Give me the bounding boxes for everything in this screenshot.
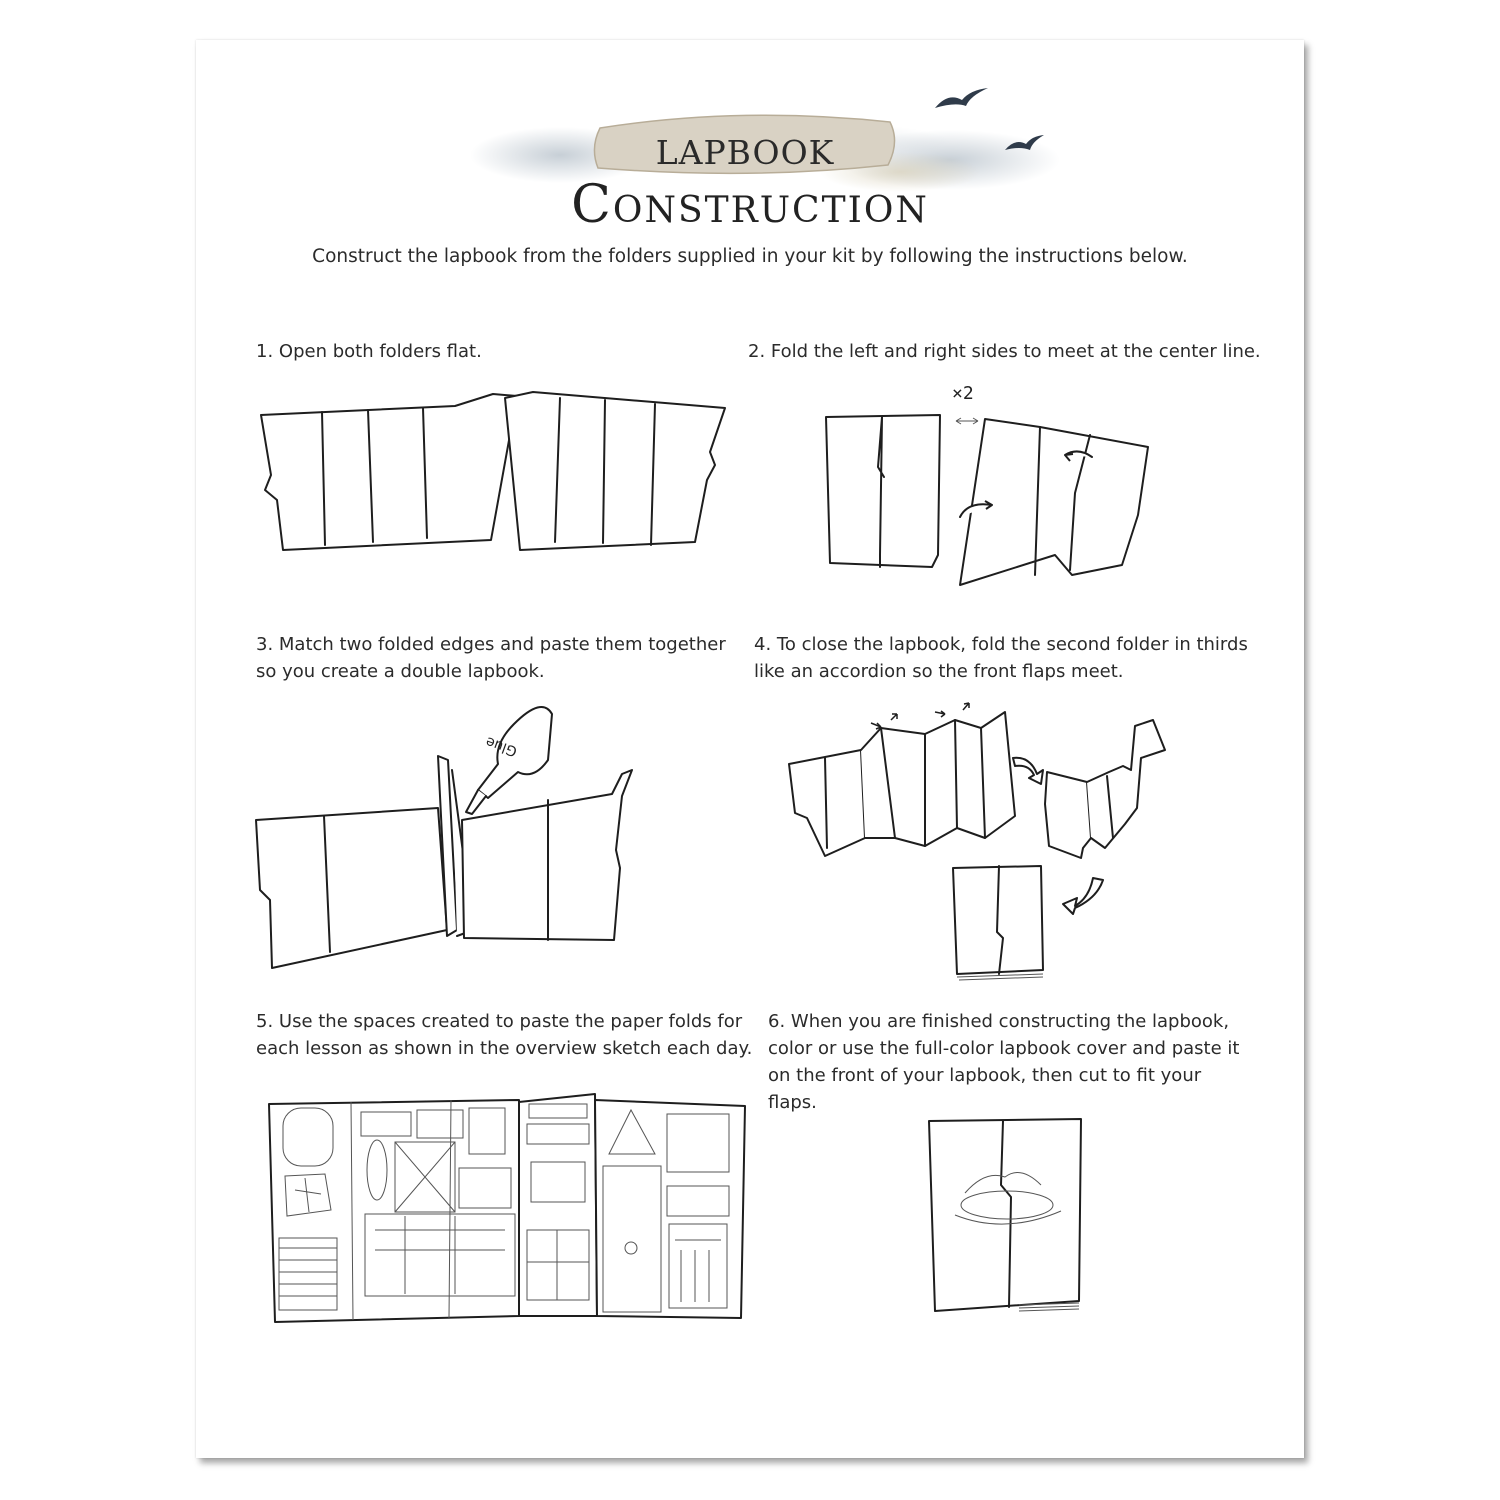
folded-folder-left xyxy=(826,415,940,567)
step-4-illustration xyxy=(785,698,1170,980)
step-4-line: 4. To close the lapbook, fold the second folder in thirds xyxy=(754,634,1248,655)
accordion-fold-closed xyxy=(953,866,1043,980)
curved-arrow-icon xyxy=(1063,878,1103,914)
step-4-text xyxy=(754,631,1248,685)
glue-bottle-icon xyxy=(466,707,552,814)
step-5-line: 5. Use the spaces created to paste the paper folds for xyxy=(256,1011,743,1032)
times-two-annotation: ×2 xyxy=(952,383,974,404)
step-3-line: so you create a double lapbook. xyxy=(256,661,545,682)
step-6-line: 6. When you are finished constructing the lapbook, xyxy=(768,1011,1230,1032)
step-6-line: color or use the full-color lapbook cover and paste it xyxy=(768,1038,1240,1059)
open-folder-right xyxy=(505,392,725,550)
step-3-text xyxy=(256,631,726,685)
open-folder-left xyxy=(261,394,517,550)
overview-sketch xyxy=(269,1094,745,1322)
glue-label: Glue xyxy=(483,733,520,760)
bird-icon xyxy=(935,88,988,108)
step-2-text xyxy=(748,338,1261,365)
title-lapbook: LAPBOOK xyxy=(655,133,835,172)
step-6-text xyxy=(768,1008,1239,1116)
step-6-illustration xyxy=(925,1115,1085,1315)
step-3-line: 3. Match two folded edges and paste them together xyxy=(256,634,726,655)
finished-lapbook xyxy=(929,1119,1081,1311)
accordion-fold-open xyxy=(789,712,1015,856)
step-2-illustration xyxy=(820,405,1150,595)
step-2-line: 2. Fold the left and right sides to meet at the center line. xyxy=(748,341,1261,362)
double-lapbook xyxy=(256,756,632,968)
step-6-line: flaps. xyxy=(768,1092,817,1113)
step-1-text xyxy=(256,338,482,365)
step-1-illustration xyxy=(255,390,725,555)
accordion-fold-half xyxy=(1045,720,1165,858)
step-4-line: like an accordion so the front flaps meet. xyxy=(754,661,1124,682)
step-1-line: 1. Open both folders flat. xyxy=(256,341,482,362)
title-construction: Construction xyxy=(571,175,929,235)
step-5-text xyxy=(256,1008,752,1062)
step-5-illustration xyxy=(265,1090,750,1330)
curved-arrow-icon xyxy=(1013,758,1043,784)
step-6-line: on the front of your lapbook, then cut to fit your xyxy=(768,1065,1202,1086)
intro-text: Construct the lapbook from the folders supplied in your kit by following the instructions below. xyxy=(312,246,1188,267)
step-5-line: each lesson as shown in the overview sketch each day. xyxy=(256,1038,753,1059)
step-3-illustration xyxy=(252,700,692,975)
